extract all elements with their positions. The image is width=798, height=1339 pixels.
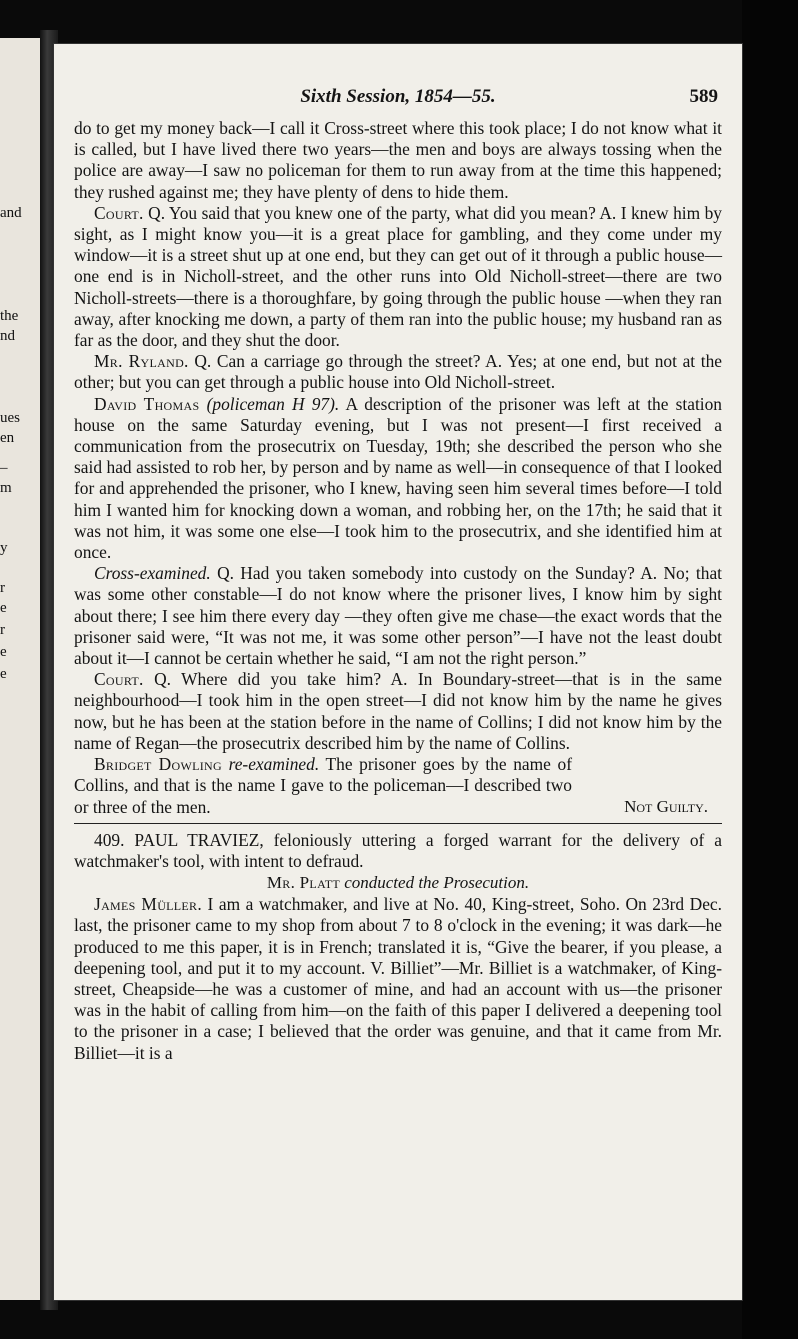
paragraph xyxy=(74,118,722,203)
page-content xyxy=(74,86,722,1064)
paragraph-text: Q. Had you taken somebody into custody on the Sunday? A. No; that was some other constable—I do not know where the prisoner lives, I know him by sight about there; I see him there every day —they often give me chase—the exact words that the prisoner said were, “It was not me, it was some other person”—I have not the least doubt about it—I cannot be certain whether he said, “I am not the right person.” xyxy=(74,563,722,669)
scan-border xyxy=(742,0,798,1339)
verdict: Not Guilty. xyxy=(624,796,708,816)
prosecution-line xyxy=(74,872,722,894)
facing-page-text-fragment: en xyxy=(0,430,15,446)
speaker: Cross-examined. xyxy=(94,563,211,584)
paragraph xyxy=(74,563,722,669)
paragraph-text: Q. Can a carriage go through the street? A. Yes; at one end, but not at the other; but you can get through a public house into Old Nicholl-street. xyxy=(74,351,723,393)
paragraph-text: Q. Where did you take him? A. In Boundary-street—that is in the same neighbourhood—I took him in the open street—I did not know him by the name he gives now, but he has been at the station before in the name of Collins; I did not know him by the name of Regan—the prosecutrix described him by the name of Collins. xyxy=(74,669,722,753)
facing-page-text-fragment: e xyxy=(0,644,7,660)
case-number: 409. xyxy=(94,829,125,850)
facing-page-text-fragment: nd xyxy=(0,328,15,344)
counsel-text: conducted the Prosecution. xyxy=(339,873,530,893)
facing-page-text-fragment: _ xyxy=(0,455,8,471)
paragraph xyxy=(74,669,722,754)
case-heading xyxy=(74,830,722,872)
speaker: Court. xyxy=(94,202,144,223)
facing-page-text-fragment: y xyxy=(0,540,8,556)
paragraph-text: Q. You said that you knew one of the party, what did you mean? A. I knew him by sight, as I might know you—it is a great place for gambling, and they come under my window—it is a street shut up at one end, but they can get out of it through a public house—one end is in Nicholl-street, and the other runs into Old Nicholl-street—there are two Nicholl-streets—there is a thoroughfare, by going through the public house —when they ran away, after knocking me down, a party of them ran into the public house; my husband ran as far as the door, and they shut the door. xyxy=(74,202,722,351)
facing-page-text-fragment: e xyxy=(0,600,7,616)
speaker: Court. xyxy=(94,669,144,690)
paragraph xyxy=(74,203,722,351)
divider xyxy=(74,823,722,824)
facing-page-text-fragment: the xyxy=(0,308,19,324)
speaker: James Müller. xyxy=(94,894,203,915)
paragraph xyxy=(74,351,722,393)
facing-page-text-fragment: and xyxy=(0,205,22,221)
paragraph-text: The prisoner goes by the name of Collins, and that is the name I gave to the policeman—I described two or three of the men. xyxy=(74,754,572,817)
speaker: Bridget Dowling xyxy=(94,754,222,775)
facing-page-text-fragment: e xyxy=(0,666,7,682)
charge-text: feloniously uttering a forged warrant for the delivery of a watchmaker's tool, with intent to defraud. xyxy=(74,829,723,871)
paragraph-text: A description of the prisoner was left at the station house on the same Saturday evening, but I was not present—I first received a communication from the prosecutrix on Tuesday, 19th; she described the person who she said had assisted to rob her, by person and by name as well—in consequence of that I looked for and apprehended the prisoner, who I knew, having seen him several times before—I told him I wanted him for knocking down a woman, and robbing her, on the 17th; he said that it was not him, it was some one else—I took him to the prosecutrix, and she identified him at once. xyxy=(74,393,723,563)
paragraph-text: I am a watchmaker, and live at No. 40, King-street, Soho. On 23rd Dec. last, the prisoner came to my shop from about 7 to 8 o'clock in the evening; it was dark—he produced to me this paper, it is in French; translated it is, “Give the bearer, if you please, a deepening tool, and put it to my account. V. Billiet”—Mr. Billiet is a watchmaker, of King-street, Cheapside—he was a customer of mine, and had an account with us—the prisoner was in the habit of calling from him—on the faith of this paper I delivered a deepening tool to the prisoner in a case; I believed that the order was genuine, and that it came from Mr. Billiet—it is a xyxy=(74,894,722,1063)
facing-page-text-fragment: ues xyxy=(0,410,20,426)
speaker: Mr. Ryland. xyxy=(94,351,189,372)
facing-page-text-fragment: r xyxy=(0,580,5,596)
paragraph xyxy=(74,394,722,564)
speaker-role: re-examined. xyxy=(221,754,320,775)
facing-page-text-fragment: r xyxy=(0,622,5,638)
paragraph xyxy=(74,894,722,1064)
counsel-name: Mr. Platt xyxy=(266,873,340,893)
speaker-role: (policeman H 97). xyxy=(199,393,340,414)
running-header xyxy=(74,86,722,112)
page-number: 589 xyxy=(689,86,718,107)
defendant-name: PAUL TRAVIEZ, xyxy=(134,829,264,850)
facing-page-edge xyxy=(0,38,42,1300)
header-title: Sixth Session, 1854—55. xyxy=(300,86,496,107)
facing-page-text-fragment: m xyxy=(0,480,12,496)
speaker: David Thomas xyxy=(94,393,200,414)
paragraph-text: do to get my money back—I call it Cross-street where this took place; I do not know what it is called, but I have lived there two years—the men and boys are always tossing when the police are away—I saw no policeman for them to run away from at the time this happened; they rushed against me; they have plenty of dens to hide them. xyxy=(74,118,722,202)
document-page xyxy=(54,44,742,1300)
